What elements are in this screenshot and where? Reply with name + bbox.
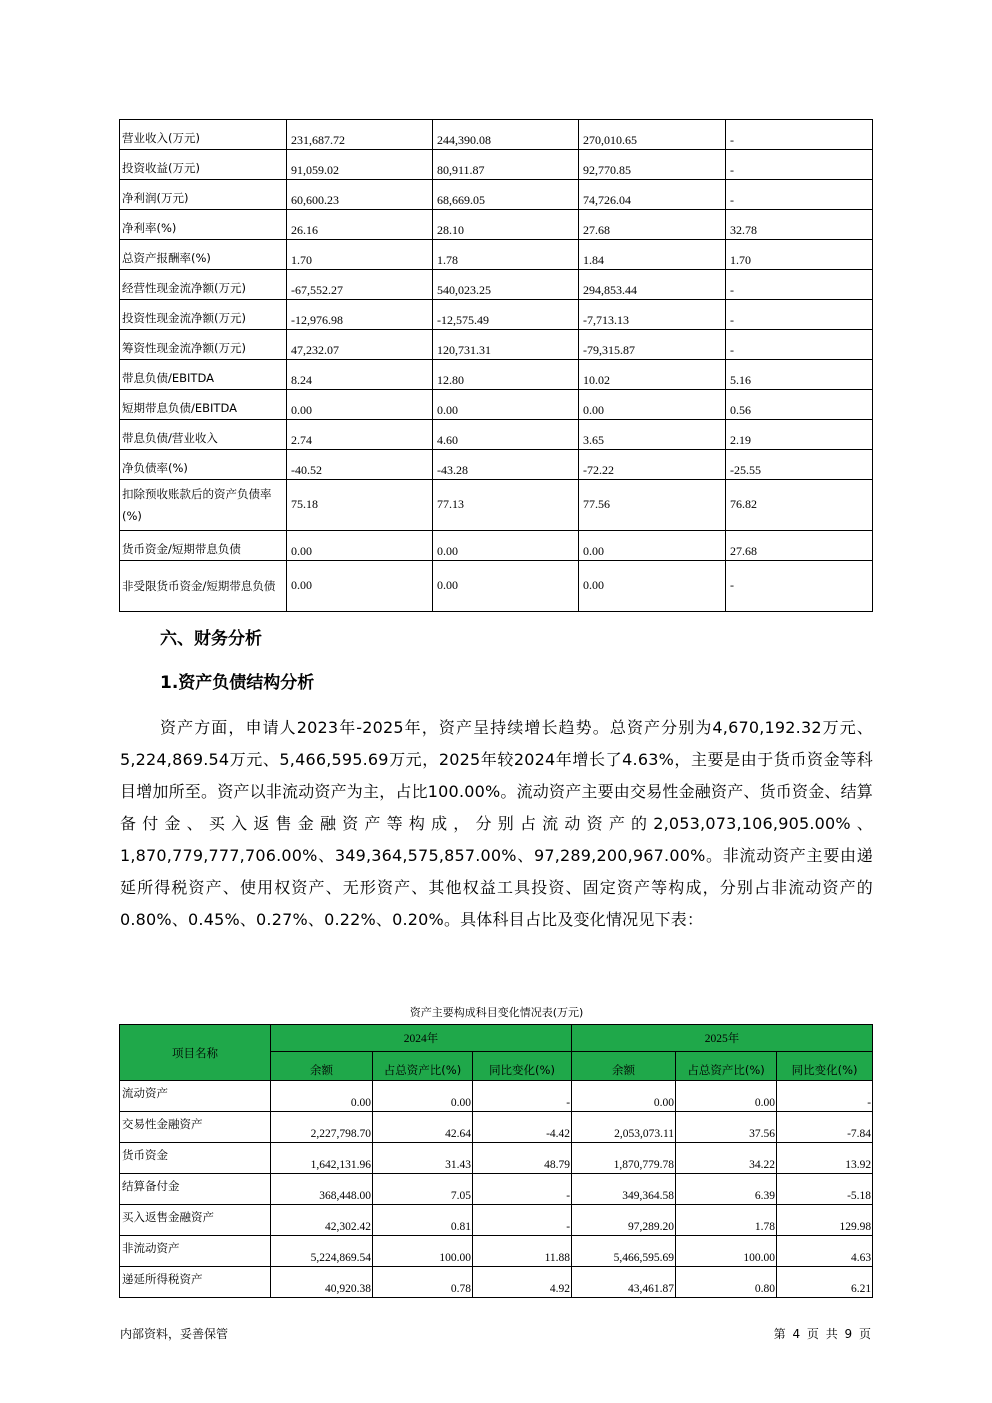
asset-value: 2,053,073.11 — [572, 1112, 676, 1143]
indicator-value: 0.00 — [433, 561, 579, 612]
asset-value: 6.21 — [777, 1267, 873, 1298]
indicator-label: 净负债率(%) — [120, 450, 287, 480]
asset-value: - — [473, 1205, 572, 1236]
indicator-value: 0.00 — [579, 531, 726, 561]
indicator-value: 540,023.25 — [433, 270, 579, 300]
assets-table — [119, 1024, 873, 1298]
indicator-value: 10.02 — [579, 360, 726, 390]
indicator-value: - — [726, 120, 873, 150]
indicator-value: 76.82 — [726, 480, 873, 531]
indicator-label: 投资性现金流净额(万元) — [120, 300, 287, 330]
indicator-value: - — [726, 180, 873, 210]
indicator-value: - — [726, 150, 873, 180]
indicator-row — [120, 480, 873, 531]
indicator-value: 26.16 — [287, 210, 433, 240]
asset-name: 非流动资产 — [120, 1236, 271, 1267]
indicator-value: 2.19 — [726, 420, 873, 450]
footer-page-number: 第 4 页 共 9 页 — [773, 1327, 871, 1341]
asset-name: 结算备付金 — [120, 1174, 271, 1205]
header-change: 同比变化(%) — [473, 1052, 572, 1081]
asset-value: 0.00 — [572, 1081, 676, 1112]
indicator-label: 营业收入(万元) — [120, 120, 287, 150]
indicator-value: 0.00 — [433, 390, 579, 420]
indicator-value: 4.60 — [433, 420, 579, 450]
asset-value: 4.92 — [473, 1267, 572, 1298]
indicator-value: 75.18 — [287, 480, 433, 531]
indicator-value: 32.78 — [726, 210, 873, 240]
asset-value: 1.78 — [676, 1205, 777, 1236]
asset-value: - — [777, 1081, 873, 1112]
indicator-value: 294,853.44 — [579, 270, 726, 300]
indicator-label: 净利率(%) — [120, 210, 287, 240]
indicator-value: -12,575.49 — [433, 300, 579, 330]
indicator-row — [120, 561, 873, 612]
indicator-value: 0.56 — [726, 390, 873, 420]
indicator-value: 0.00 — [579, 561, 726, 612]
indicator-row — [120, 120, 873, 150]
indicator-value: -43.28 — [433, 450, 579, 480]
asset-value: 97,289.20 — [572, 1205, 676, 1236]
indicator-value: -67,552.27 — [287, 270, 433, 300]
asset-value: 368,448.00 — [271, 1174, 373, 1205]
indicator-label: 投资收益(万元) — [120, 150, 287, 180]
indicator-row — [120, 210, 873, 240]
indicator-label: 带息负债/营业收入 — [120, 420, 287, 450]
asset-value: - — [473, 1081, 572, 1112]
indicator-value: 1.70 — [287, 240, 433, 270]
asset-value: 5,224,869.54 — [271, 1236, 373, 1267]
indicator-value: 244,390.08 — [433, 120, 579, 150]
section-subheading: 1.资产负债结构分析 — [160, 673, 315, 693]
indicator-value: 0.00 — [287, 390, 433, 420]
indicator-value: -79,315.87 — [579, 330, 726, 360]
indicator-value: 1.84 — [579, 240, 726, 270]
asset-value: 13.92 — [777, 1143, 873, 1174]
asset-value: 0.81 — [373, 1205, 473, 1236]
indicator-row — [120, 420, 873, 450]
footer-confidential: 内部资料，妥善保管 — [120, 1327, 229, 1341]
asset-value: -5.18 — [777, 1174, 873, 1205]
indicator-value: 60,600.23 — [287, 180, 433, 210]
asset-value: 0.78 — [373, 1267, 473, 1298]
indicator-value: 0.00 — [433, 531, 579, 561]
asset-value: 34.22 — [676, 1143, 777, 1174]
indicator-value: -25.55 — [726, 450, 873, 480]
indicator-label: 扣除预收账款后的资产负债率(%) — [120, 480, 287, 531]
indicator-row — [120, 150, 873, 180]
indicator-table — [119, 119, 873, 612]
indicator-row — [120, 240, 873, 270]
indicator-value: 3.65 — [579, 420, 726, 450]
indicator-value: - — [726, 561, 873, 612]
header-item-name: 项目名称 — [120, 1025, 271, 1081]
indicator-label: 货币资金/短期带息负债 — [120, 531, 287, 561]
header-balance: 余额 — [271, 1052, 373, 1081]
asset-value: 2,227,798.70 — [271, 1112, 373, 1143]
asset-value: 5,466,595.69 — [572, 1236, 676, 1267]
indicator-value: 231,687.72 — [287, 120, 433, 150]
indicator-value: -7,713.13 — [579, 300, 726, 330]
indicator-row — [120, 180, 873, 210]
indicator-row — [120, 270, 873, 300]
asset-row — [120, 1205, 873, 1236]
asset-value: 349,364.58 — [572, 1174, 676, 1205]
header-year-2025: 2025年 — [572, 1025, 873, 1052]
indicator-value: 1.78 — [433, 240, 579, 270]
asset-row — [120, 1143, 873, 1174]
asset-value: 11.88 — [473, 1236, 572, 1267]
asset-value: 48.79 — [473, 1143, 572, 1174]
asset-row — [120, 1236, 873, 1267]
asset-value: 42.64 — [373, 1112, 473, 1143]
indicator-value: 28.10 — [433, 210, 579, 240]
indicator-row — [120, 531, 873, 561]
indicator-value: - — [726, 300, 873, 330]
indicator-value: 74,726.04 — [579, 180, 726, 210]
indicator-label: 总资产报酬率(%) — [120, 240, 287, 270]
analysis-paragraph: 资产方面，申请人2023年-2025年，资产呈持续增长趋势。总资产分别为4,670,192.32万元、5,224,869.54万元、5,466,595.69万元，2025年较2024年增长了4.63%，主要是由于货币资金等科目增加所至。资产以非流动资产为主，占比100.00%。流动资产主要由交易性金融资产、货币资金、结算备付金、买入返售金融资产等构成，分别占流动资产的2,053,073,106,905.00%、1,870,779,777,706.00%、349,364,575,857.00%、97,289,200,967.00%。非流动资产主要由递延所得税资产、使用权资产、无形资产、其他权益工具投资、固定资产等构成，分别占非流动资产的0.80%、0.45%、0.27%、0.22%、0.20%。具体科目占比及变化情况见下表： — [120, 718, 873, 929]
asset-value: 0.00 — [676, 1081, 777, 1112]
indicator-value: -40.52 — [287, 450, 433, 480]
asset-value: 31.43 — [373, 1143, 473, 1174]
indicator-value: 0.00 — [287, 531, 433, 561]
asset-row — [120, 1174, 873, 1205]
indicator-label: 带息负债/EBITDA — [120, 360, 287, 390]
indicator-row — [120, 450, 873, 480]
indicator-value: 77.56 — [579, 480, 726, 531]
indicator-value: - — [726, 330, 873, 360]
indicator-value: 270,010.65 — [579, 120, 726, 150]
table-caption: 资产主要构成科目变化情况表(万元) — [409, 1006, 584, 1019]
indicator-value: 91,059.02 — [287, 150, 433, 180]
asset-value: 1,642,131.96 — [271, 1143, 373, 1174]
asset-value: 42,302.42 — [271, 1205, 373, 1236]
asset-value: 40,920.38 — [271, 1267, 373, 1298]
indicator-value: 1.70 — [726, 240, 873, 270]
indicator-value: 77.13 — [433, 480, 579, 531]
asset-name: 递延所得税资产 — [120, 1267, 271, 1298]
indicator-row — [120, 330, 873, 360]
indicator-value: 12.80 — [433, 360, 579, 390]
header-balance: 余额 — [572, 1052, 676, 1081]
asset-name: 货币资金 — [120, 1143, 271, 1174]
asset-row — [120, 1267, 873, 1298]
asset-name: 买入返售金融资产 — [120, 1205, 271, 1236]
asset-value: - — [473, 1174, 572, 1205]
asset-row — [120, 1081, 873, 1112]
asset-value: 0.80 — [676, 1267, 777, 1298]
asset-value: 100.00 — [676, 1236, 777, 1267]
header-year-2024: 2024年 — [271, 1025, 572, 1052]
asset-value: -4.42 — [473, 1112, 572, 1143]
indicator-value: 2.74 — [287, 420, 433, 450]
indicator-value: 27.68 — [726, 531, 873, 561]
indicator-label: 短期带息负债/EBITDA — [120, 390, 287, 420]
indicator-value: 68,669.05 — [433, 180, 579, 210]
indicator-label: 净利润(万元) — [120, 180, 287, 210]
asset-value: 100.00 — [373, 1236, 473, 1267]
indicator-row — [120, 300, 873, 330]
header-share: 占总资产比(%) — [676, 1052, 777, 1081]
indicator-label: 筹资性现金流净额(万元) — [120, 330, 287, 360]
asset-value: 1,870,779.78 — [572, 1143, 676, 1174]
indicator-label: 非受限货币资金/短期带息负债 — [120, 561, 287, 612]
indicator-value: -12,976.98 — [287, 300, 433, 330]
indicator-value: - — [726, 270, 873, 300]
indicator-value: 92,770.85 — [579, 150, 726, 180]
asset-value: 7.05 — [373, 1174, 473, 1205]
indicator-value: 8.24 — [287, 360, 433, 390]
indicator-value: 5.16 — [726, 360, 873, 390]
indicator-value: 27.68 — [579, 210, 726, 240]
asset-name: 交易性金融资产 — [120, 1112, 271, 1143]
indicator-value: 80,911.87 — [433, 150, 579, 180]
indicator-value: 120,731.31 — [433, 330, 579, 360]
asset-value: 43,461.87 — [572, 1267, 676, 1298]
asset-value: 0.00 — [271, 1081, 373, 1112]
asset-row — [120, 1112, 873, 1143]
asset-value: 37.56 — [676, 1112, 777, 1143]
section-heading: 六、财务分析 — [160, 629, 262, 649]
header-change: 同比变化(%) — [777, 1052, 873, 1081]
asset-value: 6.39 — [676, 1174, 777, 1205]
indicator-row — [120, 360, 873, 390]
header-share: 占总资产比(%) — [373, 1052, 473, 1081]
indicator-value: 47,232.07 — [287, 330, 433, 360]
asset-value: -7.84 — [777, 1112, 873, 1143]
asset-value: 129.98 — [777, 1205, 873, 1236]
asset-value: 4.63 — [777, 1236, 873, 1267]
indicator-row — [120, 390, 873, 420]
indicator-value: 0.00 — [579, 390, 726, 420]
indicator-value: 0.00 — [287, 561, 433, 612]
indicator-value: -72.22 — [579, 450, 726, 480]
asset-value: 0.00 — [373, 1081, 473, 1112]
indicator-label: 经营性现金流净额(万元) — [120, 270, 287, 300]
asset-name: 流动资产 — [120, 1081, 271, 1112]
